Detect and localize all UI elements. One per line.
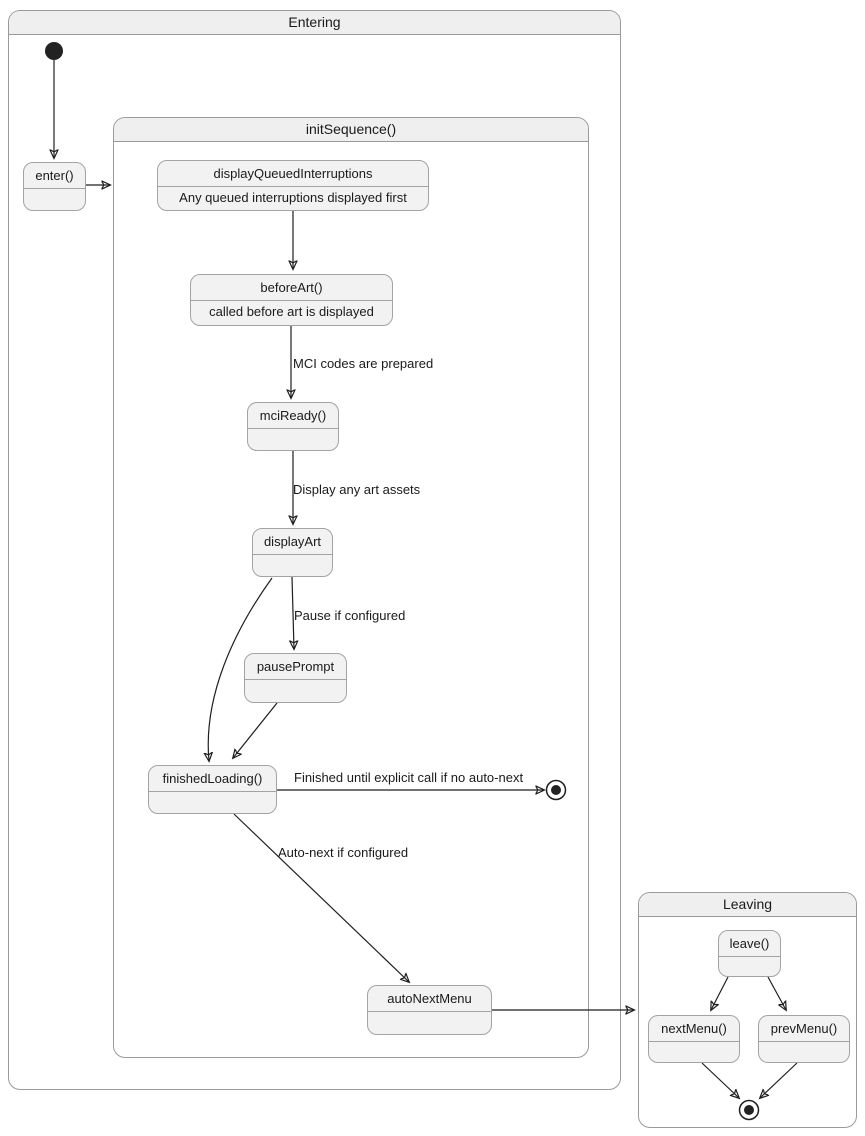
state-display-art-body [253,555,332,576]
state-leave [718,930,781,977]
state-display-art [252,528,333,577]
state-finished-loading-title: finishedLoading() [149,766,276,792]
state-before-art-description: called before art is displayed [209,304,374,319]
state-enter [23,162,86,211]
edge-label-finished-until: Finished until explicit call if no auto-next [294,770,524,785]
state-enter-body [24,189,85,210]
state-display-art-title: displayArt [253,529,332,555]
state-next-menu [648,1015,740,1063]
state-leave-body [719,957,780,976]
edge-label-auto-next: Auto-next if configured [278,845,409,860]
edge-label-pause-if-configured: Pause if configured [294,608,406,623]
edge-label-mci-codes: MCI codes are prepared [293,356,434,371]
composite-state-leaving [638,892,857,1128]
state-prev-menu-title: prevMenu() [759,1016,849,1042]
state-display-queued-interruptions-title: displayQueuedInterruptions [158,161,428,187]
state-next-menu-body [649,1042,739,1062]
composite-state-init-sequence-title: initSequence() [114,118,588,142]
state-pause-prompt-title: pausePrompt [245,654,346,680]
state-leave-title: leave() [719,931,780,957]
state-finished-loading [148,765,277,814]
state-before-art [190,274,393,326]
state-display-queued-interruptions-description: Any queued interruptions displayed first [179,190,407,205]
composite-state-entering-title: Entering [9,11,620,35]
state-auto-next-menu-title: autoNextMenu [368,986,491,1012]
state-pause-prompt [244,653,347,703]
state-next-menu-title: nextMenu() [649,1016,739,1042]
edge-label-display-art-assets: Display any art assets [293,482,421,497]
state-prev-menu [758,1015,850,1063]
state-mci-ready [247,402,339,451]
state-mci-ready-title: mciReady() [248,403,338,429]
state-auto-next-menu [367,985,492,1035]
state-auto-next-menu-body [368,1012,491,1034]
composite-state-leaving-title: Leaving [639,893,856,917]
composite-state-init-sequence [113,117,589,1058]
state-pause-prompt-body [245,680,346,702]
state-prev-menu-body [759,1042,849,1062]
state-mci-ready-body [248,429,338,450]
state-before-art-title: beforeArt() [191,275,392,301]
state-enter-title: enter() [24,163,85,189]
state-finished-loading-body [149,792,276,813]
state-display-queued-interruptions [157,160,429,211]
